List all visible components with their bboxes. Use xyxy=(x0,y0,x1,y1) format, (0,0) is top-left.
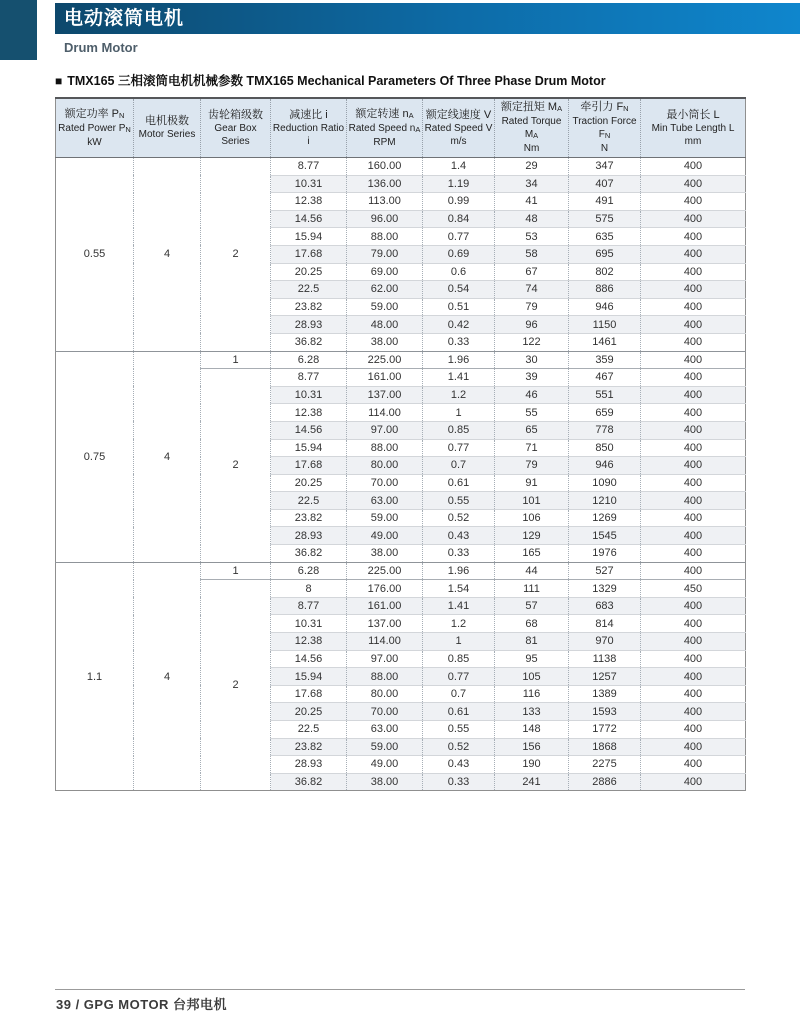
cell-min-tube-length: 400 xyxy=(641,650,746,668)
header-en: Motor Series xyxy=(138,129,196,140)
cell-rated-speed: 114.00 xyxy=(347,404,423,422)
subscript: N xyxy=(604,131,611,140)
cell-rated-speed: 49.00 xyxy=(347,756,423,774)
cell-traction-force: 527 xyxy=(569,562,641,580)
cell-rated-speed: 88.00 xyxy=(347,439,423,457)
header-en: Rated Power PN xyxy=(58,122,131,134)
cell-reduction-ratio: 28.93 xyxy=(271,756,347,774)
cell-min-tube-length: 400 xyxy=(641,457,746,475)
cell-traction-force: 970 xyxy=(569,633,641,651)
cell-rated-speed: 38.00 xyxy=(347,545,423,563)
cell-gear-box: 1 xyxy=(201,562,271,580)
cell-traction-force: 467 xyxy=(569,369,641,387)
cell-rated-torque: 71 xyxy=(495,439,569,457)
cell-reduction-ratio: 14.56 xyxy=(271,650,347,668)
column-header-1 xyxy=(56,98,134,158)
cell-traction-force: 850 xyxy=(569,439,641,457)
cell-rated-torque: 91 xyxy=(495,474,569,492)
cell-reduction-ratio: 17.68 xyxy=(271,457,347,475)
cell-rated-speed: 137.00 xyxy=(347,615,423,633)
cell-reduction-ratio: 17.68 xyxy=(271,685,347,703)
cell-traction-force: 347 xyxy=(569,158,641,176)
cell-rated-torque: 241 xyxy=(495,773,569,791)
cell-min-tube-length: 400 xyxy=(641,597,746,615)
cell-motor-series: 4 xyxy=(134,351,201,562)
header-unit: kW xyxy=(87,136,102,148)
cell-reduction-ratio: 6.28 xyxy=(271,351,347,369)
header-unit: Nm xyxy=(523,143,540,154)
cell-min-tube-length: 450 xyxy=(641,580,746,598)
cell-traction-force: 407 xyxy=(569,175,641,193)
cell-rated-torque: 30 xyxy=(495,351,569,369)
table-row xyxy=(56,158,746,176)
cell-rated-torque: 67 xyxy=(495,263,569,281)
subscript: A xyxy=(533,131,539,140)
cell-rated-speed: 79.00 xyxy=(347,245,423,263)
cell-line-speed: 1.2 xyxy=(423,386,495,404)
table-row xyxy=(56,562,746,580)
cell-reduction-ratio: 20.25 xyxy=(271,703,347,721)
cell-rated-torque: 122 xyxy=(495,333,569,351)
footer-divider xyxy=(55,989,745,990)
cell-rated-torque: 46 xyxy=(495,386,569,404)
cell-min-tube-length: 400 xyxy=(641,615,746,633)
cell-line-speed: 1.96 xyxy=(423,562,495,580)
cell-reduction-ratio: 8.77 xyxy=(271,158,347,176)
cell-reduction-ratio: 20.25 xyxy=(271,474,347,492)
cell-reduction-ratio: 23.82 xyxy=(271,298,347,316)
parameters-table xyxy=(55,97,746,791)
table-header xyxy=(56,98,746,158)
cell-min-tube-length: 400 xyxy=(641,158,746,176)
cell-line-speed: 1.54 xyxy=(423,580,495,598)
cell-traction-force: 1329 xyxy=(569,580,641,598)
header-en: Rated Torque MA xyxy=(501,116,562,140)
cell-line-speed: 0.55 xyxy=(423,721,495,739)
cell-motor-series: 4 xyxy=(134,562,201,791)
header-en: Gear Box Series xyxy=(214,122,257,147)
cell-min-tube-length: 400 xyxy=(641,316,746,334)
subscript: N xyxy=(623,104,629,113)
cell-rated-torque: 95 xyxy=(495,650,569,668)
cell-line-speed: 1.2 xyxy=(423,615,495,633)
cell-reduction-ratio: 14.56 xyxy=(271,210,347,228)
cell-rated-torque: 34 xyxy=(495,175,569,193)
cell-rated-torque: 74 xyxy=(495,281,569,299)
cell-rated-torque: 165 xyxy=(495,545,569,563)
header-en: Rated Speed V xyxy=(424,122,493,134)
cell-traction-force: 551 xyxy=(569,386,641,404)
cell-gear-box: 2 xyxy=(201,580,271,791)
cell-traction-force: 802 xyxy=(569,263,641,281)
column-header-3 xyxy=(201,98,271,158)
cell-rated-torque: 133 xyxy=(495,703,569,721)
cell-reduction-ratio: 36.82 xyxy=(271,773,347,791)
section-title-text: TMX165 三相滚筒电机机械参数 TMX165 Mechanical Parameters Of Three Phase Drum Motor xyxy=(67,74,606,88)
cell-rated-torque: 116 xyxy=(495,685,569,703)
cell-rated-torque: 58 xyxy=(495,245,569,263)
cell-min-tube-length: 400 xyxy=(641,721,746,739)
cell-rated-torque: 57 xyxy=(495,597,569,615)
cell-min-tube-length: 400 xyxy=(641,509,746,527)
cell-rated-torque: 29 xyxy=(495,158,569,176)
subscript: A xyxy=(415,124,421,134)
header-zh: 额定转速 nA xyxy=(355,107,414,120)
cell-rated-torque: 65 xyxy=(495,421,569,439)
cell-rated-speed: 88.00 xyxy=(347,228,423,246)
cell-reduction-ratio: 12.38 xyxy=(271,633,347,651)
cell-reduction-ratio: 15.94 xyxy=(271,668,347,686)
cell-reduction-ratio: 28.93 xyxy=(271,527,347,545)
cell-line-speed: 1 xyxy=(423,404,495,422)
cell-reduction-ratio: 6.28 xyxy=(271,562,347,580)
cell-reduction-ratio: 8.77 xyxy=(271,597,347,615)
cell-reduction-ratio: 15.94 xyxy=(271,228,347,246)
cell-min-tube-length: 400 xyxy=(641,633,746,651)
column-header-9 xyxy=(641,98,746,158)
cell-rated-torque: 106 xyxy=(495,509,569,527)
cell-traction-force: 659 xyxy=(569,404,641,422)
header-zh: 电机极数 xyxy=(145,115,189,127)
cell-reduction-ratio: 10.31 xyxy=(271,615,347,633)
cell-line-speed: 0.33 xyxy=(423,773,495,791)
cell-min-tube-length: 400 xyxy=(641,333,746,351)
cell-rated-torque: 190 xyxy=(495,756,569,774)
cell-min-tube-length: 400 xyxy=(641,351,746,369)
subscript: N xyxy=(118,110,125,120)
cell-line-speed: 0.61 xyxy=(423,474,495,492)
cell-traction-force: 946 xyxy=(569,457,641,475)
subscript: A xyxy=(557,104,563,113)
column-header-5 xyxy=(347,98,423,158)
cell-line-speed: 1.41 xyxy=(423,369,495,387)
cell-line-speed: 0.85 xyxy=(423,421,495,439)
header-zh: 减速比 i xyxy=(289,108,328,121)
cell-rated-speed: 59.00 xyxy=(347,738,423,756)
banner-subtitle: Drum Motor xyxy=(64,40,138,55)
cell-traction-force: 1593 xyxy=(569,703,641,721)
cell-reduction-ratio: 23.82 xyxy=(271,738,347,756)
cell-min-tube-length: 400 xyxy=(641,421,746,439)
cell-min-tube-length: 400 xyxy=(641,668,746,686)
cell-min-tube-length: 400 xyxy=(641,527,746,545)
cell-rated-speed: 49.00 xyxy=(347,527,423,545)
header-unit: RPM xyxy=(373,136,396,148)
header-zh: 最小筒长 L xyxy=(666,108,720,121)
square-bullet-icon: ■ xyxy=(55,74,63,88)
cell-rated-speed: 48.00 xyxy=(347,316,423,334)
cell-rated-speed: 113.00 xyxy=(347,193,423,211)
header-unit: m/s xyxy=(450,135,467,147)
cell-min-tube-length: 400 xyxy=(641,193,746,211)
cell-traction-force: 1150 xyxy=(569,316,641,334)
cell-traction-force: 886 xyxy=(569,281,641,299)
footer-page-info: 39 / GPG MOTOR 台邦电机 xyxy=(56,997,228,1011)
cell-min-tube-length: 400 xyxy=(641,228,746,246)
cell-traction-force: 814 xyxy=(569,615,641,633)
cell-line-speed: 0.43 xyxy=(423,527,495,545)
cell-line-speed: 0.77 xyxy=(423,228,495,246)
cell-traction-force: 695 xyxy=(569,245,641,263)
cell-line-speed: 0.33 xyxy=(423,545,495,563)
banner-title: 电动滚筒电机 xyxy=(64,8,185,29)
cell-min-tube-length: 400 xyxy=(641,404,746,422)
cell-min-tube-length: 400 xyxy=(641,281,746,299)
cell-reduction-ratio: 36.82 xyxy=(271,333,347,351)
cell-rated-speed: 80.00 xyxy=(347,685,423,703)
cell-traction-force: 1868 xyxy=(569,738,641,756)
cell-traction-force: 1257 xyxy=(569,668,641,686)
cell-rated-speed: 38.00 xyxy=(347,773,423,791)
subscript: A xyxy=(408,110,414,120)
cell-traction-force: 359 xyxy=(569,351,641,369)
cell-line-speed: 0.85 xyxy=(423,650,495,668)
column-header-6 xyxy=(423,98,495,158)
cell-rated-torque: 101 xyxy=(495,492,569,510)
cell-line-speed: 1 xyxy=(423,633,495,651)
header-en: Min Tube Length L xyxy=(651,122,735,134)
cell-rated-speed: 96.00 xyxy=(347,210,423,228)
cell-traction-force: 683 xyxy=(569,597,641,615)
cell-line-speed: 0.33 xyxy=(423,333,495,351)
header-zh: 额定功率 PN xyxy=(64,107,125,120)
cell-rated-speed: 59.00 xyxy=(347,509,423,527)
cell-reduction-ratio: 12.38 xyxy=(271,404,347,422)
cell-motor-series: 4 xyxy=(134,158,201,352)
cell-line-speed: 0.52 xyxy=(423,509,495,527)
cell-traction-force: 1772 xyxy=(569,721,641,739)
cell-reduction-ratio: 12.38 xyxy=(271,193,347,211)
cell-reduction-ratio: 20.25 xyxy=(271,263,347,281)
cell-rated-torque: 148 xyxy=(495,721,569,739)
cell-min-tube-length: 400 xyxy=(641,369,746,387)
header-zh: 齿轮箱级数 xyxy=(208,108,263,121)
column-header-7 xyxy=(495,98,569,158)
cell-min-tube-length: 400 xyxy=(641,263,746,281)
cell-traction-force: 1210 xyxy=(569,492,641,510)
cell-rated-torque: 156 xyxy=(495,738,569,756)
cell-rated-speed: 59.00 xyxy=(347,298,423,316)
cell-min-tube-length: 400 xyxy=(641,439,746,457)
cell-gear-box: 1 xyxy=(201,351,271,369)
cell-rated-power: 0.75 xyxy=(56,351,134,562)
cell-min-tube-length: 400 xyxy=(641,756,746,774)
cell-traction-force: 2886 xyxy=(569,773,641,791)
cell-reduction-ratio: 10.31 xyxy=(271,386,347,404)
cell-rated-speed: 80.00 xyxy=(347,457,423,475)
cell-rated-torque: 53 xyxy=(495,228,569,246)
cell-line-speed: 0.84 xyxy=(423,210,495,228)
cell-gear-box: 2 xyxy=(201,369,271,563)
cell-line-speed: 0.6 xyxy=(423,263,495,281)
header-zh: 牵引力 FN xyxy=(580,101,629,113)
cell-traction-force: 1138 xyxy=(569,650,641,668)
cell-rated-power: 0.55 xyxy=(56,158,134,352)
cell-min-tube-length: 400 xyxy=(641,545,746,563)
cell-traction-force: 1269 xyxy=(569,509,641,527)
cell-line-speed: 0.55 xyxy=(423,492,495,510)
cell-rated-speed: 97.00 xyxy=(347,421,423,439)
cell-rated-speed: 161.00 xyxy=(347,369,423,387)
cell-rated-power: 1.1 xyxy=(56,562,134,791)
cell-min-tube-length: 400 xyxy=(641,492,746,510)
cell-line-speed: 0.7 xyxy=(423,457,495,475)
cell-line-speed: 0.69 xyxy=(423,245,495,263)
cell-rated-torque: 44 xyxy=(495,562,569,580)
cell-min-tube-length: 400 xyxy=(641,773,746,791)
cell-rated-speed: 38.00 xyxy=(347,333,423,351)
cell-min-tube-length: 400 xyxy=(641,703,746,721)
cell-traction-force: 1976 xyxy=(569,545,641,563)
cell-line-speed: 1.4 xyxy=(423,158,495,176)
header-unit: mm xyxy=(684,135,702,147)
cell-min-tube-length: 400 xyxy=(641,386,746,404)
cell-reduction-ratio: 15.94 xyxy=(271,439,347,457)
cell-min-tube-length: 400 xyxy=(641,685,746,703)
cell-traction-force: 1389 xyxy=(569,685,641,703)
cell-rated-torque: 79 xyxy=(495,298,569,316)
cell-line-speed: 0.7 xyxy=(423,685,495,703)
column-header-8 xyxy=(569,98,641,158)
cell-line-speed: 0.99 xyxy=(423,193,495,211)
cell-rated-speed: 160.00 xyxy=(347,158,423,176)
cell-line-speed: 0.54 xyxy=(423,281,495,299)
cell-rated-speed: 63.00 xyxy=(347,492,423,510)
cell-rated-torque: 55 xyxy=(495,404,569,422)
cell-reduction-ratio: 17.68 xyxy=(271,245,347,263)
cell-min-tube-length: 400 xyxy=(641,474,746,492)
cell-rated-torque: 129 xyxy=(495,527,569,545)
cell-rated-speed: 137.00 xyxy=(347,386,423,404)
cell-line-speed: 0.77 xyxy=(423,439,495,457)
cell-reduction-ratio: 22.5 xyxy=(271,281,347,299)
cell-reduction-ratio: 10.31 xyxy=(271,175,347,193)
table-body xyxy=(56,158,746,791)
cell-reduction-ratio: 36.82 xyxy=(271,545,347,563)
cell-reduction-ratio: 28.93 xyxy=(271,316,347,334)
cell-line-speed: 0.43 xyxy=(423,756,495,774)
cell-line-speed: 0.77 xyxy=(423,668,495,686)
header-zh: 额定扭矩 MA xyxy=(500,101,563,113)
cell-min-tube-length: 400 xyxy=(641,298,746,316)
corner-accent-square xyxy=(0,0,37,60)
header-en: Reduction Ratio i xyxy=(272,122,345,147)
cell-rated-speed: 62.00 xyxy=(347,281,423,299)
cell-line-speed: 1.19 xyxy=(423,175,495,193)
cell-rated-torque: 39 xyxy=(495,369,569,387)
cell-rated-speed: 69.00 xyxy=(347,263,423,281)
cell-gear-box: 2 xyxy=(201,158,271,352)
cell-rated-speed: 63.00 xyxy=(347,721,423,739)
cell-reduction-ratio: 22.5 xyxy=(271,721,347,739)
cell-traction-force: 778 xyxy=(569,421,641,439)
cell-rated-torque: 111 xyxy=(495,580,569,598)
header-en: Traction Force FN xyxy=(572,116,637,140)
cell-min-tube-length: 400 xyxy=(641,562,746,580)
cell-rated-speed: 225.00 xyxy=(347,562,423,580)
cell-line-speed: 0.61 xyxy=(423,703,495,721)
cell-rated-speed: 136.00 xyxy=(347,175,423,193)
cell-line-speed: 1.96 xyxy=(423,351,495,369)
cell-line-speed: 1.41 xyxy=(423,597,495,615)
header-zh: 额定线速度 V xyxy=(425,108,492,121)
cell-min-tube-length: 400 xyxy=(641,245,746,263)
cell-traction-force: 491 xyxy=(569,193,641,211)
cell-min-tube-length: 400 xyxy=(641,210,746,228)
cell-traction-force: 1461 xyxy=(569,333,641,351)
cell-min-tube-length: 400 xyxy=(641,738,746,756)
cell-traction-force: 1545 xyxy=(569,527,641,545)
cell-line-speed: 0.42 xyxy=(423,316,495,334)
cell-rated-torque: 48 xyxy=(495,210,569,228)
cell-rated-torque: 96 xyxy=(495,316,569,334)
cell-rated-speed: 88.00 xyxy=(347,668,423,686)
cell-rated-torque: 81 xyxy=(495,633,569,651)
cell-rated-speed: 97.00 xyxy=(347,650,423,668)
cell-traction-force: 2275 xyxy=(569,756,641,774)
cell-traction-force: 946 xyxy=(569,298,641,316)
cell-reduction-ratio: 23.82 xyxy=(271,509,347,527)
cell-reduction-ratio: 8 xyxy=(271,580,347,598)
cell-rated-speed: 176.00 xyxy=(347,580,423,598)
cell-rated-speed: 161.00 xyxy=(347,597,423,615)
cell-rated-torque: 105 xyxy=(495,668,569,686)
cell-rated-speed: 70.00 xyxy=(347,703,423,721)
cell-min-tube-length: 400 xyxy=(641,175,746,193)
header-unit: N xyxy=(600,143,609,154)
cell-traction-force: 635 xyxy=(569,228,641,246)
cell-rated-torque: 41 xyxy=(495,193,569,211)
cell-rated-speed: 114.00 xyxy=(347,633,423,651)
table-row xyxy=(56,351,746,369)
section-title xyxy=(55,71,606,89)
cell-rated-speed: 70.00 xyxy=(347,474,423,492)
cell-reduction-ratio: 8.77 xyxy=(271,369,347,387)
cell-traction-force: 575 xyxy=(569,210,641,228)
subscript: N xyxy=(125,124,131,134)
cell-rated-speed: 225.00 xyxy=(347,351,423,369)
table-container xyxy=(55,97,745,791)
cell-line-speed: 0.52 xyxy=(423,738,495,756)
header-row xyxy=(56,98,746,158)
cell-traction-force: 1090 xyxy=(569,474,641,492)
cell-reduction-ratio: 14.56 xyxy=(271,421,347,439)
cell-line-speed: 0.51 xyxy=(423,298,495,316)
header-en: Rated Speed nA xyxy=(348,122,421,134)
cell-rated-torque: 79 xyxy=(495,457,569,475)
column-header-2 xyxy=(134,98,201,158)
page-banner xyxy=(55,3,800,34)
cell-reduction-ratio: 22.5 xyxy=(271,492,347,510)
column-header-4 xyxy=(271,98,347,158)
cell-rated-torque: 68 xyxy=(495,615,569,633)
